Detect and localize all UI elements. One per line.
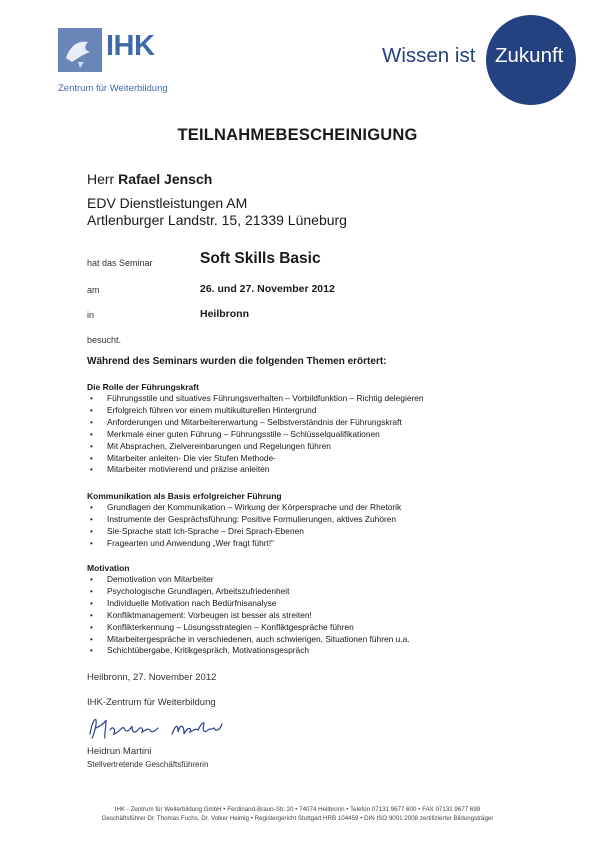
date-value: 26. und 27. November 2012 bbox=[200, 283, 335, 295]
location-value: Heilbronn bbox=[200, 308, 249, 320]
topic-list bbox=[87, 502, 401, 550]
date-label: am bbox=[87, 285, 100, 295]
footer-line: IHK - Zentrum für Weiterbildung GmbH • Ferdinand-Braun-Str. 20 • 74074 Heilbronn • Telefon 07131 9677 600 • FAX 07131 9677 699 bbox=[114, 806, 481, 813]
section-heading: Motivation bbox=[87, 563, 130, 573]
topics-intro: Während des Seminars wurden die folgenden Themen erörtert: bbox=[87, 356, 387, 367]
list-item: • Anforderungen und Mitarbeitererwartung – Selbstverständnis der Führungskraft bbox=[87, 417, 424, 429]
logo-subtitle: Zentrum für Weiterbildung bbox=[58, 83, 168, 94]
list-item: • Mit Absprachen, Zielvereinbarungen und Regelungen führen bbox=[87, 441, 424, 453]
section-heading: Kommunikation als Basis erfolgreicher Führung bbox=[87, 491, 282, 501]
list-item: • Instrumente der Gesprächsführung: Positive Formulierungen, aktives Zuhören bbox=[87, 514, 401, 526]
location-label: in bbox=[87, 310, 95, 320]
issuing-organization: IHK-Zentrum für Weiterbildung bbox=[87, 697, 216, 708]
list-item: • Individuelle Motivation nach Bedürfnisanalyse bbox=[87, 598, 410, 610]
recipient-salutation: Herr bbox=[87, 171, 115, 187]
list-item: • Konfliktmanagement: Vorbeugen ist besser als streiten! bbox=[87, 610, 410, 622]
topic-list bbox=[87, 574, 410, 657]
list-item: • Psychologische Grundlagen, Arbeitszufriedenheit bbox=[87, 586, 410, 598]
section-heading: Die Rolle der Führungskraft bbox=[87, 382, 199, 392]
signature bbox=[86, 712, 236, 749]
recipient-company: EDV Dienstleistungen AM bbox=[87, 195, 248, 211]
logo-text: IHK bbox=[106, 30, 155, 62]
recipient-name bbox=[87, 171, 212, 187]
signer-role: Stellvertretende Geschäftsführerin bbox=[87, 760, 209, 769]
attended-text: besucht. bbox=[87, 335, 122, 345]
list-item: • Fragearten und Anwendung „Wer fragt führt!“ bbox=[87, 538, 401, 550]
list-item: • Konflikterkennung – Lösungsstrategien – Konfliktgespräche führen bbox=[87, 622, 410, 634]
eagle-emblem-icon bbox=[58, 28, 102, 72]
list-item: • Grundlagen der Kommunikation – Wirkung der Körpersprache und der Rhetorik bbox=[87, 502, 401, 514]
list-item: • Sie-Sprache statt Ich-Sprache – Drei Sprach-Ebenen bbox=[87, 526, 401, 538]
slogan-highlight: Zukunft bbox=[495, 44, 564, 67]
list-item: • Mitarbeiter anleiten- Die vier Stufen Methode- bbox=[87, 453, 424, 465]
ihk-logo bbox=[58, 28, 168, 96]
recipient-fullname: Rafael Jensch bbox=[118, 171, 213, 187]
footer-line: Geschäftsführer Dr. Thomas Fuchs, Dr. Volker Heimig • Registergericht Stuttgart HRB 104459 • DIN ISO 9001:2008 zertifizierter Bildungsträger bbox=[101, 815, 494, 822]
document-title: TEILNAHMEBESCHEINIGUNG bbox=[177, 126, 418, 144]
signer-name: Heidrun Martini bbox=[87, 746, 152, 757]
recipient-address: Artlenburger Landstr. 15, 21339 Lüneburg bbox=[87, 212, 347, 228]
list-item: • Führungsstile und situatives Führungsverhalten – Vorbildfunktion – Richtig delegieren bbox=[87, 393, 424, 405]
topic-list bbox=[87, 393, 424, 476]
list-item: • Mitarbeiter motivierend und präzise anleiten bbox=[87, 464, 424, 476]
list-item: • Mitarbeitergespräche in verschiedenen, auch schwierigen, Situationen führen u.a. bbox=[87, 634, 410, 646]
list-item: • Erfolgreich führen vor einem multikulturellen Hintergrund bbox=[87, 405, 424, 417]
list-item: • Demotivation von Mitarbeiter bbox=[87, 574, 410, 586]
slogan-text: Wissen ist bbox=[382, 44, 476, 67]
seminar-value: Soft Skills Basic bbox=[200, 250, 321, 267]
list-item: • Merkmale einer guten Führung – Führungsstile – Schlüsselqualifikationen bbox=[87, 429, 424, 441]
list-item-continuation: • Schichtübergabe, Kritikgespräch, Motivationsgespräch bbox=[87, 645, 410, 657]
place-date: Heilbronn, 27. November 2012 bbox=[87, 672, 217, 683]
seminar-label: hat das Seminar bbox=[87, 258, 153, 268]
